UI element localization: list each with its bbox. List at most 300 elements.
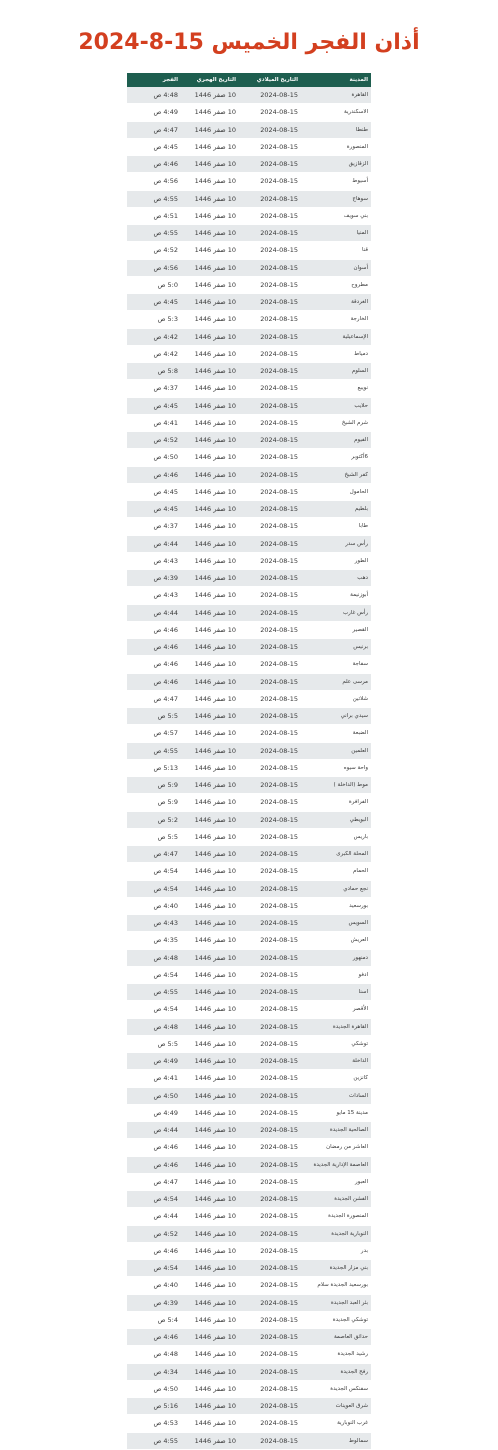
- table-row: [127, 242, 371, 259]
- fajr-time-cell: 4:54 ص: [127, 1191, 181, 1208]
- fajr-time-cell: 4:50 ص: [127, 1087, 181, 1104]
- gregorian-date-cell: 2024-08-15: [239, 708, 301, 725]
- city-cell: مطروح: [301, 276, 371, 293]
- hijri-date-cell: 10 صفر 1446: [181, 173, 239, 190]
- city-cell: السادات: [301, 1087, 371, 1104]
- table-row: [127, 466, 371, 483]
- table-row: [127, 1398, 371, 1415]
- hijri-date-cell: 10 صفر 1446: [181, 794, 239, 811]
- fajr-time-cell: 4:46 ص: [127, 1156, 181, 1173]
- fajr-time-cell: 4:46 ص: [127, 621, 181, 638]
- gregorian-date-cell: 2024-08-15: [239, 432, 301, 449]
- city-cell: بلطيم: [301, 501, 371, 518]
- city-cell: دمنهور: [301, 949, 371, 966]
- city-cell: الصالحية الجديدة: [301, 1122, 371, 1139]
- gregorian-date-cell: 2024-08-15: [239, 1415, 301, 1432]
- gregorian-date-cell: 2024-08-15: [239, 604, 301, 621]
- table-row: [127, 725, 371, 742]
- city-cell: رفح الجديدة: [301, 1363, 371, 1380]
- fajr-time-cell: 4:46 ص: [127, 1242, 181, 1259]
- gregorian-date-cell: 2024-08-15: [239, 363, 301, 380]
- gregorian-date-cell: 2024-08-15: [239, 1035, 301, 1052]
- city-cell: العاصمة الإدارية الجديدة: [301, 1156, 371, 1173]
- hijri-date-cell: 10 صفر 1446: [181, 1346, 239, 1363]
- gregorian-date-cell: 2024-08-15: [239, 759, 301, 776]
- gregorian-date-cell: 2024-08-15: [239, 1432, 301, 1449]
- header-hijri-date: التاريخ الهجري: [181, 73, 239, 87]
- hijri-date-cell: 10 صفر 1446: [181, 604, 239, 621]
- table-row: [127, 535, 371, 552]
- city-cell: قنا: [301, 242, 371, 259]
- city-cell: بني سويف: [301, 207, 371, 224]
- city-cell: سفنكس الجديدة: [301, 1380, 371, 1397]
- table-row: [127, 759, 371, 776]
- fajr-time-cell: 4:41 ص: [127, 1070, 181, 1087]
- gregorian-date-cell: 2024-08-15: [239, 104, 301, 121]
- gregorian-date-cell: 2024-08-15: [239, 1208, 301, 1225]
- fajr-time-cell: 4:40 ص: [127, 897, 181, 914]
- city-cell: الفيوم: [301, 432, 371, 449]
- fajr-time-cell: 4:46 ص: [127, 673, 181, 690]
- fajr-time-cell: 4:51 ص: [127, 207, 181, 224]
- fajr-time-cell: 5:5 ص: [127, 708, 181, 725]
- hijri-date-cell: 10 صفر 1446: [181, 1311, 239, 1328]
- gregorian-date-cell: 2024-08-15: [239, 639, 301, 656]
- table-row: [127, 259, 371, 276]
- fajr-time-cell: 4:45 ص: [127, 138, 181, 155]
- gregorian-date-cell: 2024-08-15: [239, 1053, 301, 1070]
- gregorian-date-cell: 2024-08-15: [239, 311, 301, 328]
- fajr-time-cell: 4:47 ص: [127, 121, 181, 138]
- fajr-time-cell: 4:44 ص: [127, 1122, 181, 1139]
- fajr-time-cell: 4:44 ص: [127, 535, 181, 552]
- city-cell: رأس سدر: [301, 535, 371, 552]
- table-row: [127, 1104, 371, 1121]
- table-row: [127, 1415, 371, 1432]
- city-cell: توشكي: [301, 1035, 371, 1052]
- table-row: [127, 449, 371, 466]
- gregorian-date-cell: 2024-08-15: [239, 846, 301, 863]
- table-row: [127, 328, 371, 345]
- table-row: [127, 1294, 371, 1311]
- hijri-date-cell: 10 صفر 1446: [181, 242, 239, 259]
- table-row: [127, 345, 371, 362]
- city-cell: السلوم: [301, 363, 371, 380]
- fajr-time-cell: 4:39 ص: [127, 1294, 181, 1311]
- table-row: [127, 1242, 371, 1259]
- table-row: [127, 1346, 371, 1363]
- fajr-time-cell: 4:41 ص: [127, 414, 181, 431]
- city-cell: طنطا: [301, 121, 371, 138]
- hijri-date-cell: 10 صفر 1446: [181, 483, 239, 500]
- table-row: [127, 311, 371, 328]
- header-gregorian-date: التاريخ الميلادي: [239, 73, 301, 87]
- city-cell: الطور: [301, 552, 371, 569]
- gregorian-date-cell: 2024-08-15: [239, 1139, 301, 1156]
- hijri-date-cell: 10 صفر 1446: [181, 1173, 239, 1190]
- gregorian-date-cell: 2024-08-15: [239, 345, 301, 362]
- table-row: [127, 156, 371, 173]
- fajr-time-cell: 4:46 ص: [127, 1139, 181, 1156]
- fajr-time-cell: 4:52 ص: [127, 242, 181, 259]
- gregorian-date-cell: 2024-08-15: [239, 1070, 301, 1087]
- gregorian-date-cell: 2024-08-15: [239, 380, 301, 397]
- table-row: [127, 1139, 371, 1156]
- table-row: [127, 380, 371, 397]
- city-cell: مرسى علم: [301, 673, 371, 690]
- hijri-date-cell: 10 صفر 1446: [181, 190, 239, 207]
- city-cell: الضبعة: [301, 725, 371, 742]
- city-cell: العبور: [301, 1173, 371, 1190]
- city-cell: بدر: [301, 1242, 371, 1259]
- fajr-time-cell: 4:44 ص: [127, 1208, 181, 1225]
- hijri-date-cell: 10 صفر 1446: [181, 1087, 239, 1104]
- fajr-time-cell: 5:3 ص: [127, 311, 181, 328]
- gregorian-date-cell: 2024-08-15: [239, 466, 301, 483]
- hijri-date-cell: 10 صفر 1446: [181, 156, 239, 173]
- hijri-date-cell: 10 صفر 1446: [181, 708, 239, 725]
- header-fajr: الفجر: [127, 73, 181, 87]
- fajr-time-cell: 4:42 ص: [127, 345, 181, 362]
- hijri-date-cell: 10 صفر 1446: [181, 501, 239, 518]
- hijri-date-cell: 10 صفر 1446: [181, 742, 239, 759]
- fajr-times-table-container: [127, 73, 371, 1450]
- hijri-date-cell: 10 صفر 1446: [181, 656, 239, 673]
- hijri-date-cell: 10 صفر 1446: [181, 673, 239, 690]
- city-cell: القاهرة: [301, 87, 371, 104]
- gregorian-date-cell: 2024-08-15: [239, 966, 301, 983]
- hijri-date-cell: 10 صفر 1446: [181, 725, 239, 742]
- gregorian-date-cell: 2024-08-15: [239, 915, 301, 932]
- fajr-time-cell: 4:46 ص: [127, 656, 181, 673]
- hijri-date-cell: 10 صفر 1446: [181, 1018, 239, 1035]
- city-cell: العريش: [301, 932, 371, 949]
- fajr-time-cell: 4:46 ص: [127, 639, 181, 656]
- gregorian-date-cell: 2024-08-15: [239, 1311, 301, 1328]
- gregorian-date-cell: 2024-08-15: [239, 932, 301, 949]
- hijri-date-cell: 10 صفر 1446: [181, 259, 239, 276]
- table-row: [127, 1156, 371, 1173]
- gregorian-date-cell: 2024-08-15: [239, 242, 301, 259]
- table-row: [127, 1329, 371, 1346]
- city-cell: المنصورة: [301, 138, 371, 155]
- hijri-date-cell: 10 صفر 1446: [181, 984, 239, 1001]
- fajr-times-table: [127, 73, 371, 1450]
- gregorian-date-cell: 2024-08-15: [239, 949, 301, 966]
- fajr-time-cell: 4:46 ص: [127, 156, 181, 173]
- fajr-time-cell: 4:53 ص: [127, 1415, 181, 1432]
- gregorian-date-cell: 2024-08-15: [239, 1260, 301, 1277]
- fajr-time-cell: 4:52 ص: [127, 1225, 181, 1242]
- hijri-date-cell: 10 صفر 1446: [181, 1035, 239, 1052]
- city-cell: واحة سيوه: [301, 759, 371, 776]
- hijri-date-cell: 10 صفر 1446: [181, 846, 239, 863]
- table-row: [127, 1001, 371, 1018]
- fajr-time-cell: 4:49 ص: [127, 104, 181, 121]
- fajr-time-cell: 4:55 ص: [127, 190, 181, 207]
- fajr-time-cell: 4:54 ص: [127, 1260, 181, 1277]
- fajr-time-cell: 4:55 ص: [127, 984, 181, 1001]
- fajr-time-cell: 4:48 ص: [127, 87, 181, 104]
- table-row: [127, 1380, 371, 1397]
- hijri-date-cell: 10 صفر 1446: [181, 138, 239, 155]
- hijri-date-cell: 10 صفر 1446: [181, 863, 239, 880]
- hijri-date-cell: 10 صفر 1446: [181, 1208, 239, 1225]
- city-cell: القاهرة الجديدة: [301, 1018, 371, 1035]
- city-cell: شرق العوينات: [301, 1398, 371, 1415]
- city-cell: سفاجة: [301, 656, 371, 673]
- gregorian-date-cell: 2024-08-15: [239, 1380, 301, 1397]
- gregorian-date-cell: 2024-08-15: [239, 1104, 301, 1121]
- table-row: [127, 121, 371, 138]
- gregorian-date-cell: 2024-08-15: [239, 777, 301, 794]
- fajr-time-cell: 5:0 ص: [127, 276, 181, 293]
- hijri-date-cell: 10 صفر 1446: [181, 639, 239, 656]
- city-cell: بئر العبد الجديدة: [301, 1294, 371, 1311]
- city-cell: رأس غارب: [301, 604, 371, 621]
- city-cell: الخارجة: [301, 311, 371, 328]
- fajr-time-cell: 4:47 ص: [127, 690, 181, 707]
- gregorian-date-cell: 2024-08-15: [239, 276, 301, 293]
- table-row: [127, 1053, 371, 1070]
- hijri-date-cell: 10 صفر 1446: [181, 1156, 239, 1173]
- city-cell: شرم الشيخ: [301, 414, 371, 431]
- hijri-date-cell: 10 صفر 1446: [181, 87, 239, 104]
- table-row: [127, 656, 371, 673]
- hijri-date-cell: 10 صفر 1446: [181, 345, 239, 362]
- gregorian-date-cell: 2024-08-15: [239, 1156, 301, 1173]
- table-row: [127, 1277, 371, 1294]
- hijri-date-cell: 10 صفر 1446: [181, 397, 239, 414]
- table-row: [127, 915, 371, 932]
- table-row: [127, 518, 371, 535]
- gregorian-date-cell: 2024-08-15: [239, 483, 301, 500]
- hijri-date-cell: 10 صفر 1446: [181, 104, 239, 121]
- fajr-time-cell: 4:49 ص: [127, 1104, 181, 1121]
- table-row: [127, 828, 371, 845]
- city-cell: سوهاج: [301, 190, 371, 207]
- table-row: [127, 501, 371, 518]
- table-row: [127, 552, 371, 569]
- gregorian-date-cell: 2024-08-15: [239, 673, 301, 690]
- fajr-time-cell: 5:8 ص: [127, 363, 181, 380]
- city-cell: حلايب: [301, 397, 371, 414]
- hijri-date-cell: 10 صفر 1446: [181, 777, 239, 794]
- gregorian-date-cell: 2024-08-15: [239, 121, 301, 138]
- fajr-time-cell: 4:48 ص: [127, 949, 181, 966]
- fajr-time-cell: 4:56 ص: [127, 173, 181, 190]
- gregorian-date-cell: 2024-08-15: [239, 414, 301, 431]
- fajr-time-cell: 4:47 ص: [127, 846, 181, 863]
- table-row: [127, 621, 371, 638]
- table-row: [127, 87, 371, 104]
- city-cell: الإسماعيلية: [301, 328, 371, 345]
- hijri-date-cell: 10 صفر 1446: [181, 1329, 239, 1346]
- hijri-date-cell: 10 صفر 1446: [181, 587, 239, 604]
- city-cell: البويطي: [301, 811, 371, 828]
- gregorian-date-cell: 2024-08-15: [239, 1242, 301, 1259]
- hijri-date-cell: 10 صفر 1446: [181, 949, 239, 966]
- fajr-time-cell: 4:44 ص: [127, 604, 181, 621]
- table-row: [127, 984, 371, 1001]
- gregorian-date-cell: 2024-08-15: [239, 587, 301, 604]
- table-row: [127, 483, 371, 500]
- table-row: [127, 604, 371, 621]
- city-cell: المنيا: [301, 225, 371, 242]
- hijri-date-cell: 10 صفر 1446: [181, 276, 239, 293]
- city-cell: 6أكتوبر: [301, 449, 371, 466]
- fajr-time-cell: 4:43 ص: [127, 552, 181, 569]
- fajr-time-cell: 4:54 ص: [127, 1001, 181, 1018]
- table-row: [127, 1070, 371, 1087]
- hijri-date-cell: 10 صفر 1446: [181, 1139, 239, 1156]
- city-cell: الزقازيق: [301, 156, 371, 173]
- table-row: [127, 742, 371, 759]
- hijri-date-cell: 10 صفر 1446: [181, 121, 239, 138]
- hijri-date-cell: 10 صفر 1446: [181, 811, 239, 828]
- gregorian-date-cell: 2024-08-15: [239, 328, 301, 345]
- hijri-date-cell: 10 صفر 1446: [181, 570, 239, 587]
- city-cell: الأقصر: [301, 1001, 371, 1018]
- table-row: [127, 1018, 371, 1035]
- table-row: [127, 1432, 371, 1449]
- gregorian-date-cell: 2024-08-15: [239, 811, 301, 828]
- fajr-time-cell: 4:39 ص: [127, 570, 181, 587]
- hijri-date-cell: 10 صفر 1446: [181, 1363, 239, 1380]
- gregorian-date-cell: 2024-08-15: [239, 535, 301, 552]
- fajr-time-cell: 4:54 ص: [127, 966, 181, 983]
- gregorian-date-cell: 2024-08-15: [239, 1329, 301, 1346]
- city-cell: حدائق العاصمة: [301, 1329, 371, 1346]
- fajr-time-cell: 4:46 ص: [127, 466, 181, 483]
- city-cell: الاسكندرية: [301, 104, 371, 121]
- gregorian-date-cell: 2024-08-15: [239, 794, 301, 811]
- hijri-date-cell: 10 صفر 1446: [181, 1242, 239, 1259]
- city-cell: بني مزار الجديدة: [301, 1260, 371, 1277]
- city-cell: العلمين: [301, 742, 371, 759]
- gregorian-date-cell: 2024-08-15: [239, 725, 301, 742]
- hijri-date-cell: 10 صفر 1446: [181, 828, 239, 845]
- hijri-date-cell: 10 صفر 1446: [181, 915, 239, 932]
- table-row: [127, 587, 371, 604]
- fajr-time-cell: 4:48 ص: [127, 1346, 181, 1363]
- table-row: [127, 897, 371, 914]
- fajr-time-cell: 4:52 ص: [127, 432, 181, 449]
- table-row: [127, 639, 371, 656]
- fajr-time-cell: 4:48 ص: [127, 1018, 181, 1035]
- table-row: [127, 846, 371, 863]
- fajr-time-cell: 5:5 ص: [127, 828, 181, 845]
- city-cell: أسيوط: [301, 173, 371, 190]
- table-header-row: [127, 73, 371, 87]
- gregorian-date-cell: 2024-08-15: [239, 1363, 301, 1380]
- table-row: [127, 673, 371, 690]
- gregorian-date-cell: 2024-08-15: [239, 1087, 301, 1104]
- gregorian-date-cell: 2024-08-15: [239, 1277, 301, 1294]
- fajr-time-cell: 4:49 ص: [127, 1053, 181, 1070]
- city-cell: اسنا: [301, 984, 371, 1001]
- fajr-time-cell: 4:54 ص: [127, 863, 181, 880]
- table-row: [127, 276, 371, 293]
- city-cell: الحامول: [301, 483, 371, 500]
- table-row: [127, 1191, 371, 1208]
- gregorian-date-cell: 2024-08-15: [239, 984, 301, 1001]
- city-cell: السويس: [301, 915, 371, 932]
- hijri-date-cell: 10 صفر 1446: [181, 1432, 239, 1449]
- table-row: [127, 363, 371, 380]
- hijri-date-cell: 10 صفر 1446: [181, 932, 239, 949]
- table-row: [127, 1363, 371, 1380]
- city-cell: رشيد الجديدة: [301, 1346, 371, 1363]
- gregorian-date-cell: 2024-08-15: [239, 880, 301, 897]
- city-cell: كفر الشيخ: [301, 466, 371, 483]
- table-row: [127, 294, 371, 311]
- gregorian-date-cell: 2024-08-15: [239, 138, 301, 155]
- hijri-date-cell: 10 صفر 1446: [181, 690, 239, 707]
- fajr-time-cell: 4:35 ص: [127, 932, 181, 949]
- gregorian-date-cell: 2024-08-15: [239, 259, 301, 276]
- fajr-time-cell: 5:2 ص: [127, 811, 181, 828]
- hijri-date-cell: 10 صفر 1446: [181, 449, 239, 466]
- gregorian-date-cell: 2024-08-15: [239, 518, 301, 535]
- city-cell: نويبع: [301, 380, 371, 397]
- table-row: [127, 1122, 371, 1139]
- gregorian-date-cell: 2024-08-15: [239, 1225, 301, 1242]
- gregorian-date-cell: 2024-08-15: [239, 1294, 301, 1311]
- city-cell: المنصورة الجديدة: [301, 1208, 371, 1225]
- gregorian-date-cell: 2024-08-15: [239, 1346, 301, 1363]
- table-row: [127, 932, 371, 949]
- table-row: [127, 708, 371, 725]
- city-cell: ادفو: [301, 966, 371, 983]
- hijri-date-cell: 10 صفر 1446: [181, 414, 239, 431]
- hijri-date-cell: 10 صفر 1446: [181, 759, 239, 776]
- fajr-time-cell: 5:4 ص: [127, 1311, 181, 1328]
- city-cell: موط (الداخلة ): [301, 777, 371, 794]
- gregorian-date-cell: 2024-08-15: [239, 1191, 301, 1208]
- city-cell: بورسعيد: [301, 897, 371, 914]
- hijri-date-cell: 10 صفر 1446: [181, 225, 239, 242]
- table-row: [127, 190, 371, 207]
- city-cell: العاشر من رمضان: [301, 1139, 371, 1156]
- hijri-date-cell: 10 صفر 1446: [181, 432, 239, 449]
- header-city: المدينة: [301, 73, 371, 87]
- hijri-date-cell: 10 صفر 1446: [181, 1104, 239, 1121]
- table-row: [127, 1035, 371, 1052]
- table-row: [127, 173, 371, 190]
- gregorian-date-cell: 2024-08-15: [239, 225, 301, 242]
- hijri-date-cell: 10 صفر 1446: [181, 466, 239, 483]
- fajr-time-cell: 4:55 ص: [127, 742, 181, 759]
- hijri-date-cell: 10 صفر 1446: [181, 1415, 239, 1432]
- hijri-date-cell: 10 صفر 1446: [181, 1398, 239, 1415]
- hijri-date-cell: 10 صفر 1446: [181, 328, 239, 345]
- city-cell: شلاتين: [301, 690, 371, 707]
- city-cell: بورسعيد الجديدة سلام: [301, 1277, 371, 1294]
- city-cell: دهب: [301, 570, 371, 587]
- fajr-time-cell: 4:43 ص: [127, 915, 181, 932]
- city-cell: النوبارية الجديدة: [301, 1225, 371, 1242]
- hijri-date-cell: 10 صفر 1446: [181, 897, 239, 914]
- fajr-time-cell: 4:47 ص: [127, 1173, 181, 1190]
- fajr-time-cell: 4:55 ص: [127, 1432, 181, 1449]
- hijri-date-cell: 10 صفر 1446: [181, 1294, 239, 1311]
- city-cell: كانزين: [301, 1070, 371, 1087]
- table-row: [127, 138, 371, 155]
- gregorian-date-cell: 2024-08-15: [239, 1018, 301, 1035]
- city-cell: توشكي الجديدة: [301, 1311, 371, 1328]
- gregorian-date-cell: 2024-08-15: [239, 897, 301, 914]
